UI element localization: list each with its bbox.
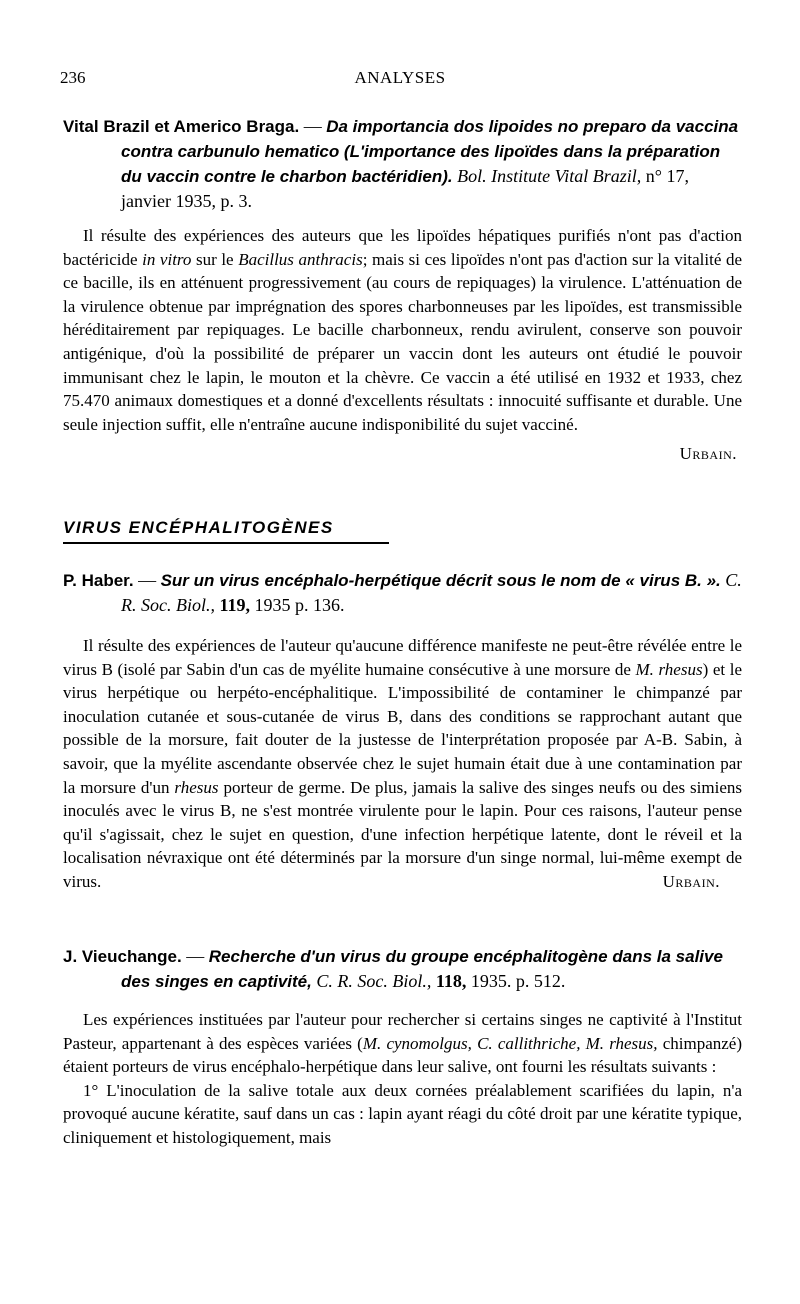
abstract-text: porteur de germe. De plus, jamais la salive des singes neufs ou des simiens inoculés avec le virus B, ne s'est montrée virulente pour le lapin. Pour ces raisons, l'auteur pense qu'il s'agissait, chez le sujet en question, d'une infection herpétique latente, dont le réveil et la localisation névraxique ont été déterminés par la morsure d'un singe normal, lui-même exempt de virus. bbox=[63, 777, 742, 891]
reference-dash: — bbox=[299, 116, 327, 136]
abstract-text: Il résulte des expériences de l'auteur qu'aucune différence manifeste ne peut-être révélée entre le virus B (isolé par Sabin d'un cas de myélite humaine consécutive à une morsure de bbox=[63, 636, 742, 679]
reference-citation bbox=[63, 944, 742, 994]
abstract-species-name: M. rhesus bbox=[635, 659, 703, 679]
reviewer-signature: Urbain. bbox=[662, 871, 720, 891]
running-title: ANALYSES bbox=[354, 68, 446, 87]
reference-source-details: 1935. p. 512. bbox=[466, 971, 566, 991]
reference-volume: 119, bbox=[214, 595, 250, 615]
reference-source-details: n° 17, janvier 1935, p. 3. bbox=[121, 166, 689, 211]
reference-author: P. Haber. bbox=[63, 571, 134, 590]
abstract-species-name: Bacillus anthracis bbox=[238, 249, 363, 269]
reviewer-signature: Urbain. bbox=[679, 444, 737, 464]
abstract-italic-term: in vitro bbox=[142, 249, 192, 269]
section-heading: VIRUS ENCÉPHALITOGÈNES bbox=[63, 518, 334, 537]
reference-volume: 118, bbox=[431, 971, 467, 991]
abstract-text: Les expériences instituées par l'auteur pour rechercher si certains singes ne captivité à l'Institut Pasteur, appartenant à des espèces variées ( bbox=[63, 1010, 742, 1053]
reference-source-details: 1935 p. 136. bbox=[250, 595, 345, 615]
abstract-paragraph bbox=[63, 634, 742, 894]
entry-vieuchange bbox=[63, 944, 742, 1150]
abstract-species-name: rhesus bbox=[174, 777, 219, 797]
reference-author: J. Vieuchange. bbox=[63, 947, 182, 966]
abstract-text: ; mais si ces lipoïdes n'ont pas d'action sur la vitalité de ce bacille, ils en atténuent progressivement (au cours de repiquages) la virulence. L'atténuation de la virulence obtenue par imprégnation des spores charbonneuses par les lipoïdes, est transmissible héréditairement par repiquages. Le bacille charbonneux, rendu avirulent, conserve son pouvoir antigénique, d'où la possibilité de préparer un vaccin dont les auteurs ont étudié le pouvoir immunisant chez le lapin, le mouton et la chèvre. Ce vaccin a été utilisé en 1932 et 1933, chez 75.470 animaux domestiques et a donné d'excellents résultats : innocuité suffisante et durable. Une seule injection suffit, elle n'entraîne aucune indisponibilité du sujet vacciné. bbox=[63, 249, 743, 434]
reference-citation bbox=[63, 568, 742, 618]
reference-dash: — bbox=[133, 570, 161, 590]
abstract-text: Il résulte des expériences des auteurs que les lipoïdes hépatiques purifiés n'ont pas d'action bactéricide bbox=[63, 226, 742, 269]
page-header bbox=[60, 66, 740, 88]
abstract-paragraph bbox=[63, 1008, 742, 1079]
reference-journal: Bol. Institute Vital Brazil, bbox=[452, 166, 642, 186]
page-number: 236 bbox=[60, 68, 86, 87]
abstract-paragraph bbox=[63, 224, 742, 436]
reference-title: Recherche d'un virus du groupe encéphalitogène dans la salive des singes en captivité, bbox=[121, 947, 723, 991]
entry-vital-brazil bbox=[63, 114, 742, 466]
section-underline bbox=[63, 542, 389, 544]
entry-haber bbox=[63, 568, 742, 894]
reference-title: Sur un virus encéphalo-herpétique décrit sous le nom de « virus B. ». bbox=[160, 571, 721, 590]
reference-citation bbox=[63, 114, 742, 214]
reference-author: Vital Brazil et Americo Braga. bbox=[63, 117, 300, 136]
abstract-text: ) et le virus herpétique ou herpéto-encéphalitique. L'impossibilité de contaminer le chimpanzé par inoculation cutanée et sous-cutanée de virus B, dans des conditions se rapprochant autant que possible de la morsure, fait douter de la justesse de l'interprétation proposée par A-B. Sabin, à savoir, que la myélite ascendante observée chez le sujet humain était due à une contamination par la morsure d'un bbox=[63, 659, 742, 797]
abstract-text: chimpanzé) étaient porteurs de virus encéphalo-herpétique dans leur salive, ont fourni les résultats suivants : bbox=[63, 1033, 743, 1077]
abstract-text: sur le bbox=[191, 249, 239, 269]
reference-title: Da importancia dos lipoides no preparo da vaccina contra carbunulo hematico (L'importance des lipoïdes dans la préparation du vaccin contre le charbon bactéridien). bbox=[121, 117, 739, 186]
abstract-list-item: 1° L'inoculation de la salive totale aux deux cornées préalablement scarifiées du lapin, n'a provoqué aucune kératite, sauf dans un cas : lapin ayant réagi du côté droit par une kératite typique, cliniquement et histologiquement, mais bbox=[63, 1080, 742, 1147]
abstract-species-name: M. cynomolgus, C. callithriche, M. rhesus, bbox=[362, 1033, 658, 1053]
reference-dash: — bbox=[181, 946, 209, 966]
reference-journal: C. R. Soc. Biol., bbox=[121, 570, 742, 615]
reference-journal: C. R. Soc. Biol., bbox=[311, 971, 432, 991]
